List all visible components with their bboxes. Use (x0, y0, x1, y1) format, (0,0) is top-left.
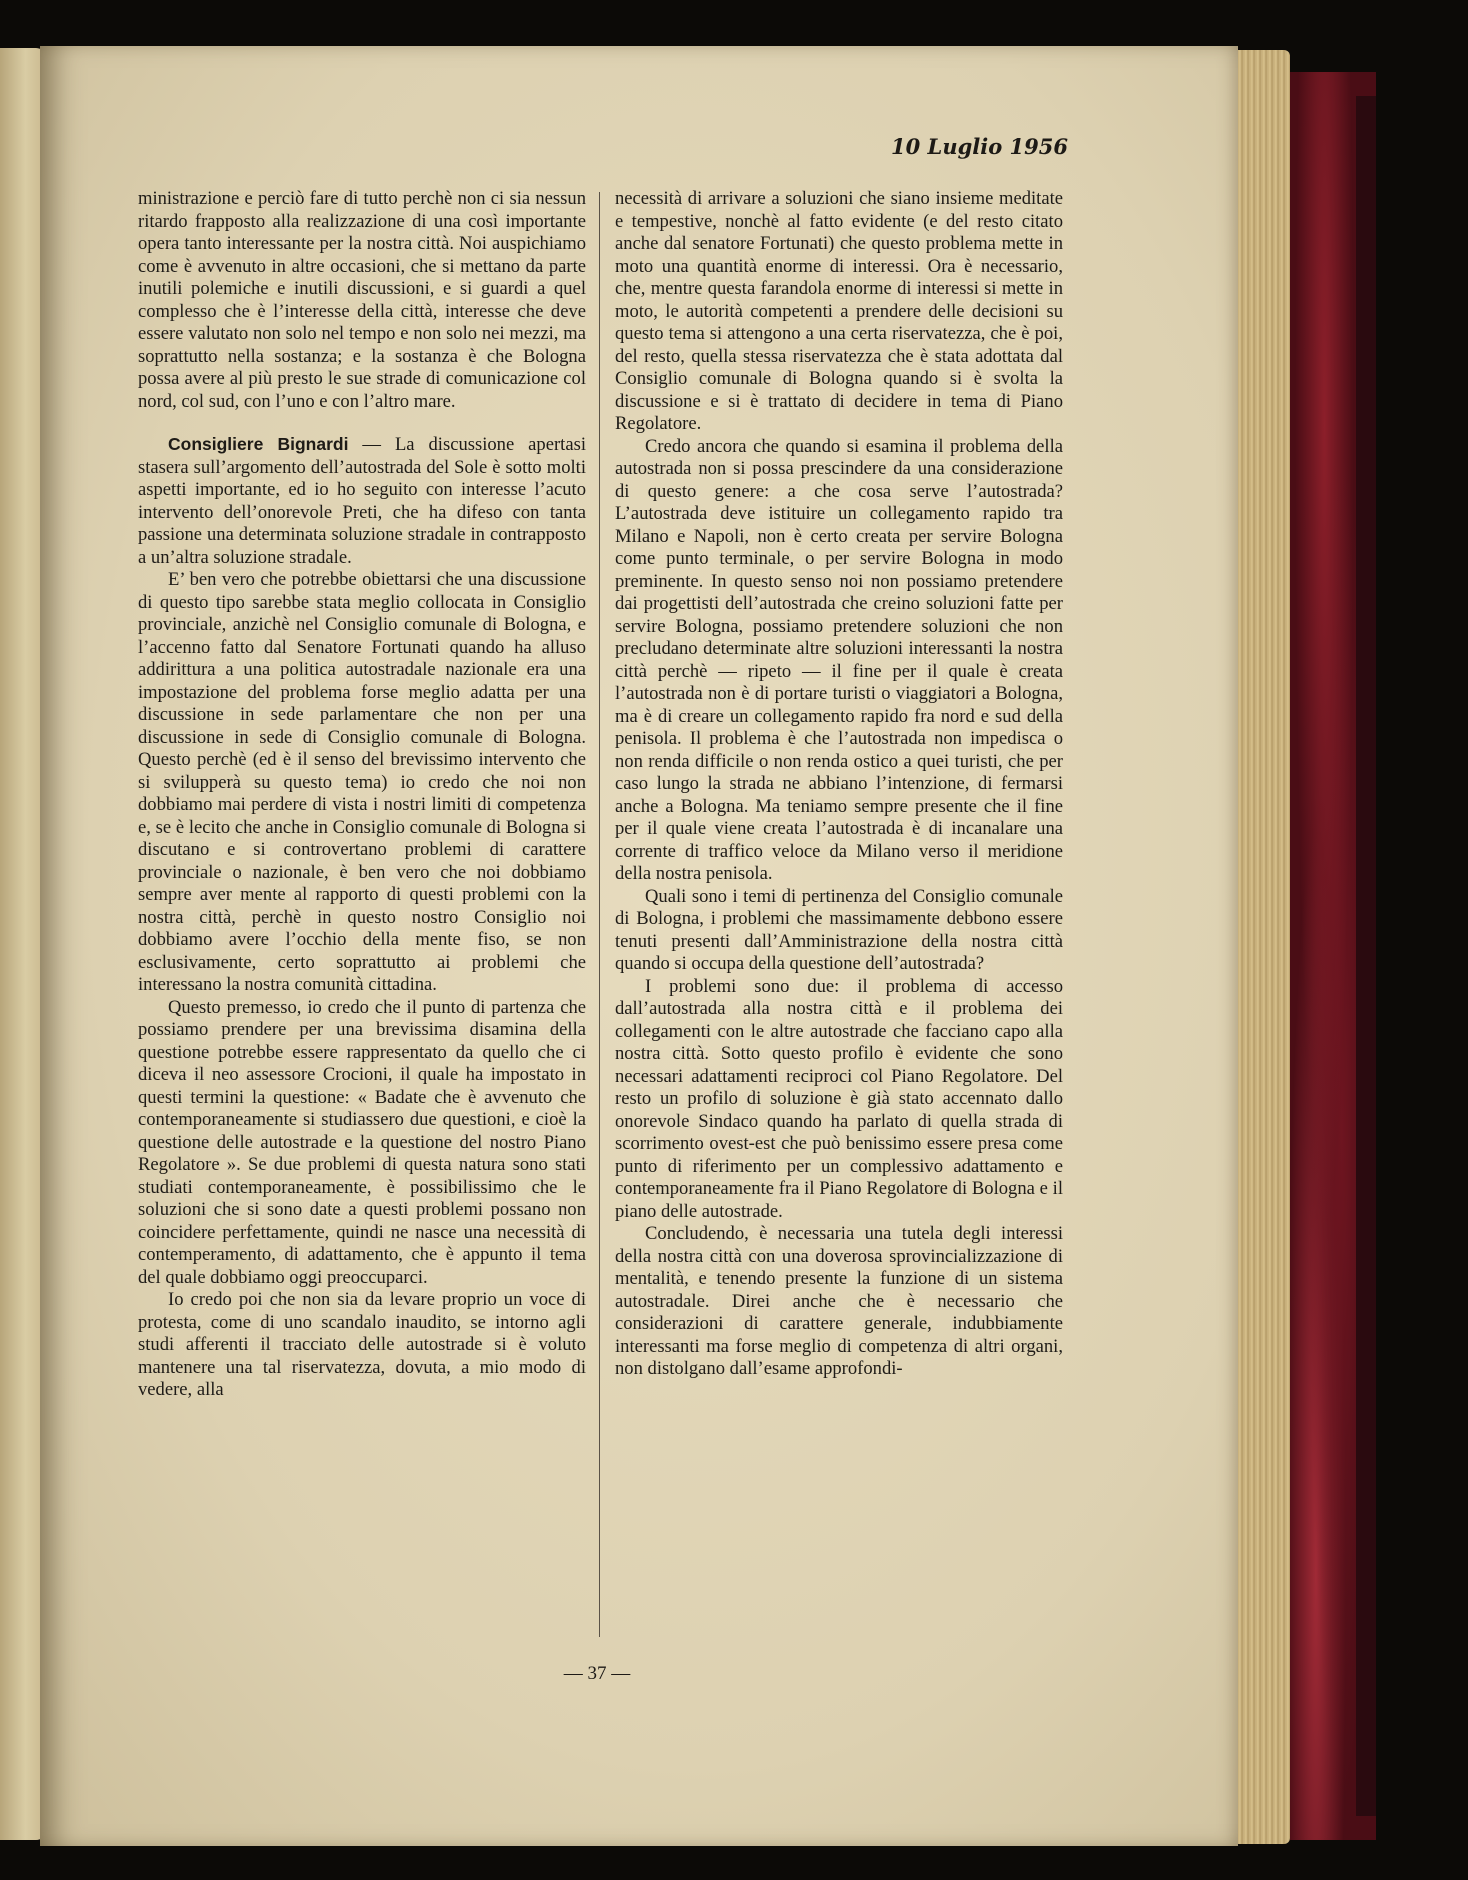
speaker-name: Consigliere Bignardi (168, 434, 349, 454)
page-stack-edge (1232, 50, 1290, 1844)
paragraph: Credo ancora che quando si esamina il problema della autostrada non si possa prescindere da una considerazione di questo genere: a che cosa serve l’autostrada? L’autostrada deve istituire un collegamento rapido tra Milano e Napoli, non è certo creata per servire Bologna come punto terminale, o per servire Bologna in modo preminente. In questo senso noi non possiamo pretendere dai progettisti dell’autostrada che creino soluzioni fatte per servire Bologna, possiamo pretendere soluzioni che non precludano determinate altre soluzioni interessanti la nostra città perchè — ripeto — il fine per il quale è creata l’autostrada non è di portare turisti o viaggiatori a Bologna, ma è di creare un collegamento rapido fra nord e sud della penisola. Il problema è che l’autostrada non impedisca o non renda difficile o non renda ostico a quei turisti, che per caso lungo la strada ne abbiano l’intenzione, di fermarsi anche a Bologna. Ma teniamo sempre presente che il fine per il quale viene creata l’autostrada è di incanalare una corrente di traffico veloce da Milano verso il meridione della nostra penisola. (615, 435, 1063, 884)
page-number: — 37 — (563, 1663, 631, 1684)
speech-text: — La discussione apertasi stasera sull’argomento dell’autostrada del Sole è sotto molti aspetti importante, ed io ho seguito con interesse l’acuto intervento dell’onorevole Preti, che ha difeso con tanta passione una determinata soluzione stradale in contrapposto a un’altra soluzione stradale. (138, 434, 586, 568)
paragraph: ministrazione e perciò fare di tutto perchè non ci sia nessun ritardo frapposto alla realizzazione di una così importante opera tanto interessante per la nostra città. Noi auspichiamo come è avvenuto in altre occasioni, che si mettano da parte inutili polemiche e inutili discussioni, e si guardi a quel complesso che è l’interesse della città, interesse che deve essere valutato non solo nel tempo e non solo nei mezzi, ma soprattutto nella sostanza; e la sostanza è che Bologna possa avere al più presto le sue strade di comunicazione col nord, col sud, con l’uno e con l’altro mare. (138, 188, 586, 412)
book-spine-shadow (1356, 96, 1376, 1816)
paragraph: Concludendo, è necessaria una tutela degli interessi della nostra città con una doverosa sprovincializzazione di mentalità, e tenendo presente la funzione di un sistema autostradale. Direi anche che è necessario che considerazioni di carattere generale, indubbiamente interessanti ma forse meglio di competenza di altri organi, non distolgano dall’esame approfondi- (615, 1223, 1063, 1379)
speech-paragraph (138, 433, 586, 569)
paragraph: Io credo poi che non sia da levare proprio un voce di protesta, come di uno scandalo inaudito, se intorno agli studi afferenti il tracciato delle autostrade si è voluto mantenere una tal riservatezza, dovuta, a mio modo di vedere, alla (138, 1289, 586, 1400)
paragraph: necessità di arrivare a soluzioni che siano insieme meditate e tempestive, nonchè al fatto evidente (e del resto citato anche dal senatore Fortunati) che questo problema mette in moto una quantità enorme di interessi. Ora è necessario, che, mentre questa farandola enorme di interessi si mette in moto, le autorità competenti a prendere delle decisioni su questo tema si attengono a una certa riservatezza, che è poi, del resto, quella stessa riservatezza che è stata adottata dal Consiglio comunale di Bologna quando si è svolta la discussione e si è trattato di decidere in tema di Piano Regolatore. (615, 188, 1063, 434)
paragraph: E’ ben vero che potrebbe obiettarsi che una discussione di questo tipo sarebbe stata meglio collocata in Consiglio provinciale, anzichè nel Consiglio comunale di Bologna, e l’accenno fatto dal Senatore Fortunati quando ha alluso addirittura a una politica autostradale nazionale era una impostazione del problema forse meglio adatta per una discussione in sede parlamentare che non per una discussione in sede di Consiglio comunale di Bologna. Questo perchè (ed è il senso del brevissimo intervento che si svilupperà su questo tema) io credo che noi non dobbiamo mai perdere di vista i nostri limiti di competenza e, se è lecito che anche in Consiglio comunale di Bologna si discutano e si controvertano problemi di carattere provinciale o nazionale, è ben vero che noi dobbiamo sempre aver mente al rapporto di questi problemi con la nostra città, perchè in questo nostro Consiglio noi dobbiamo avere l’occhio della mente fiso, se non esclusivamente, certo soprattutto ai problemi che interessano la nostra comunità cittadina. (138, 569, 586, 995)
right-text-column (615, 188, 1063, 1381)
column-divider (599, 192, 600, 1637)
paragraph: I problemi sono due: il problema di accesso dall’autostrada alla nostra città e il problema dei collegamenti con le altre autostrade che facciano capo alla nostra città. Sotto questo profilo è evidente che sono necessari adattamenti reciproci col Piano Regolatore. Del resto un profilo di soluzione è già stato accennato dallo onorevole Sindaco quando ha parlato di quella strada di scorrimento ovest-est che può benissimo essere presa come punto di riferimento per un complessivo adattamento e contemporaneamente fra il Piano Regolatore di Bologna e il piano delle autostrade. (615, 975, 1063, 1222)
page-header-date: 10 Luglio 1956 (891, 134, 1068, 159)
paragraph: Quali sono i temi di pertinenza del Consiglio comunale di Bologna, i problemi che massimamente debbono essere tenuti presenti dall’Amministrazione della nostra città quando si occupa della questione dell’autostrada? (615, 885, 1063, 974)
paragraph: Questo premesso, io credo che il punto di partenza che possiamo prendere per una brevissima disamina della questione potrebbe essere rappresentato da quello che ci diceva il neo assessore Crocioni, il quale ha impostato in questi termini la questione: « Badate che è avvenuto che contemporaneamente si studiassero due questioni, e cioè la questione delle autostrade e la questione del nostro Piano Regolatore ». Se due problemi di questa natura sono stati studiati contemporaneamente, è possibilissimo che le soluzioni che si sono date a questi problemi possano non coincidere perfettamente, quindi ne nasce una necessità di contemperamento, di adattamento, che è appunto il tema del quale dobbiamo oggi preoccuparci. (138, 996, 586, 1288)
left-text-column (138, 188, 586, 1402)
